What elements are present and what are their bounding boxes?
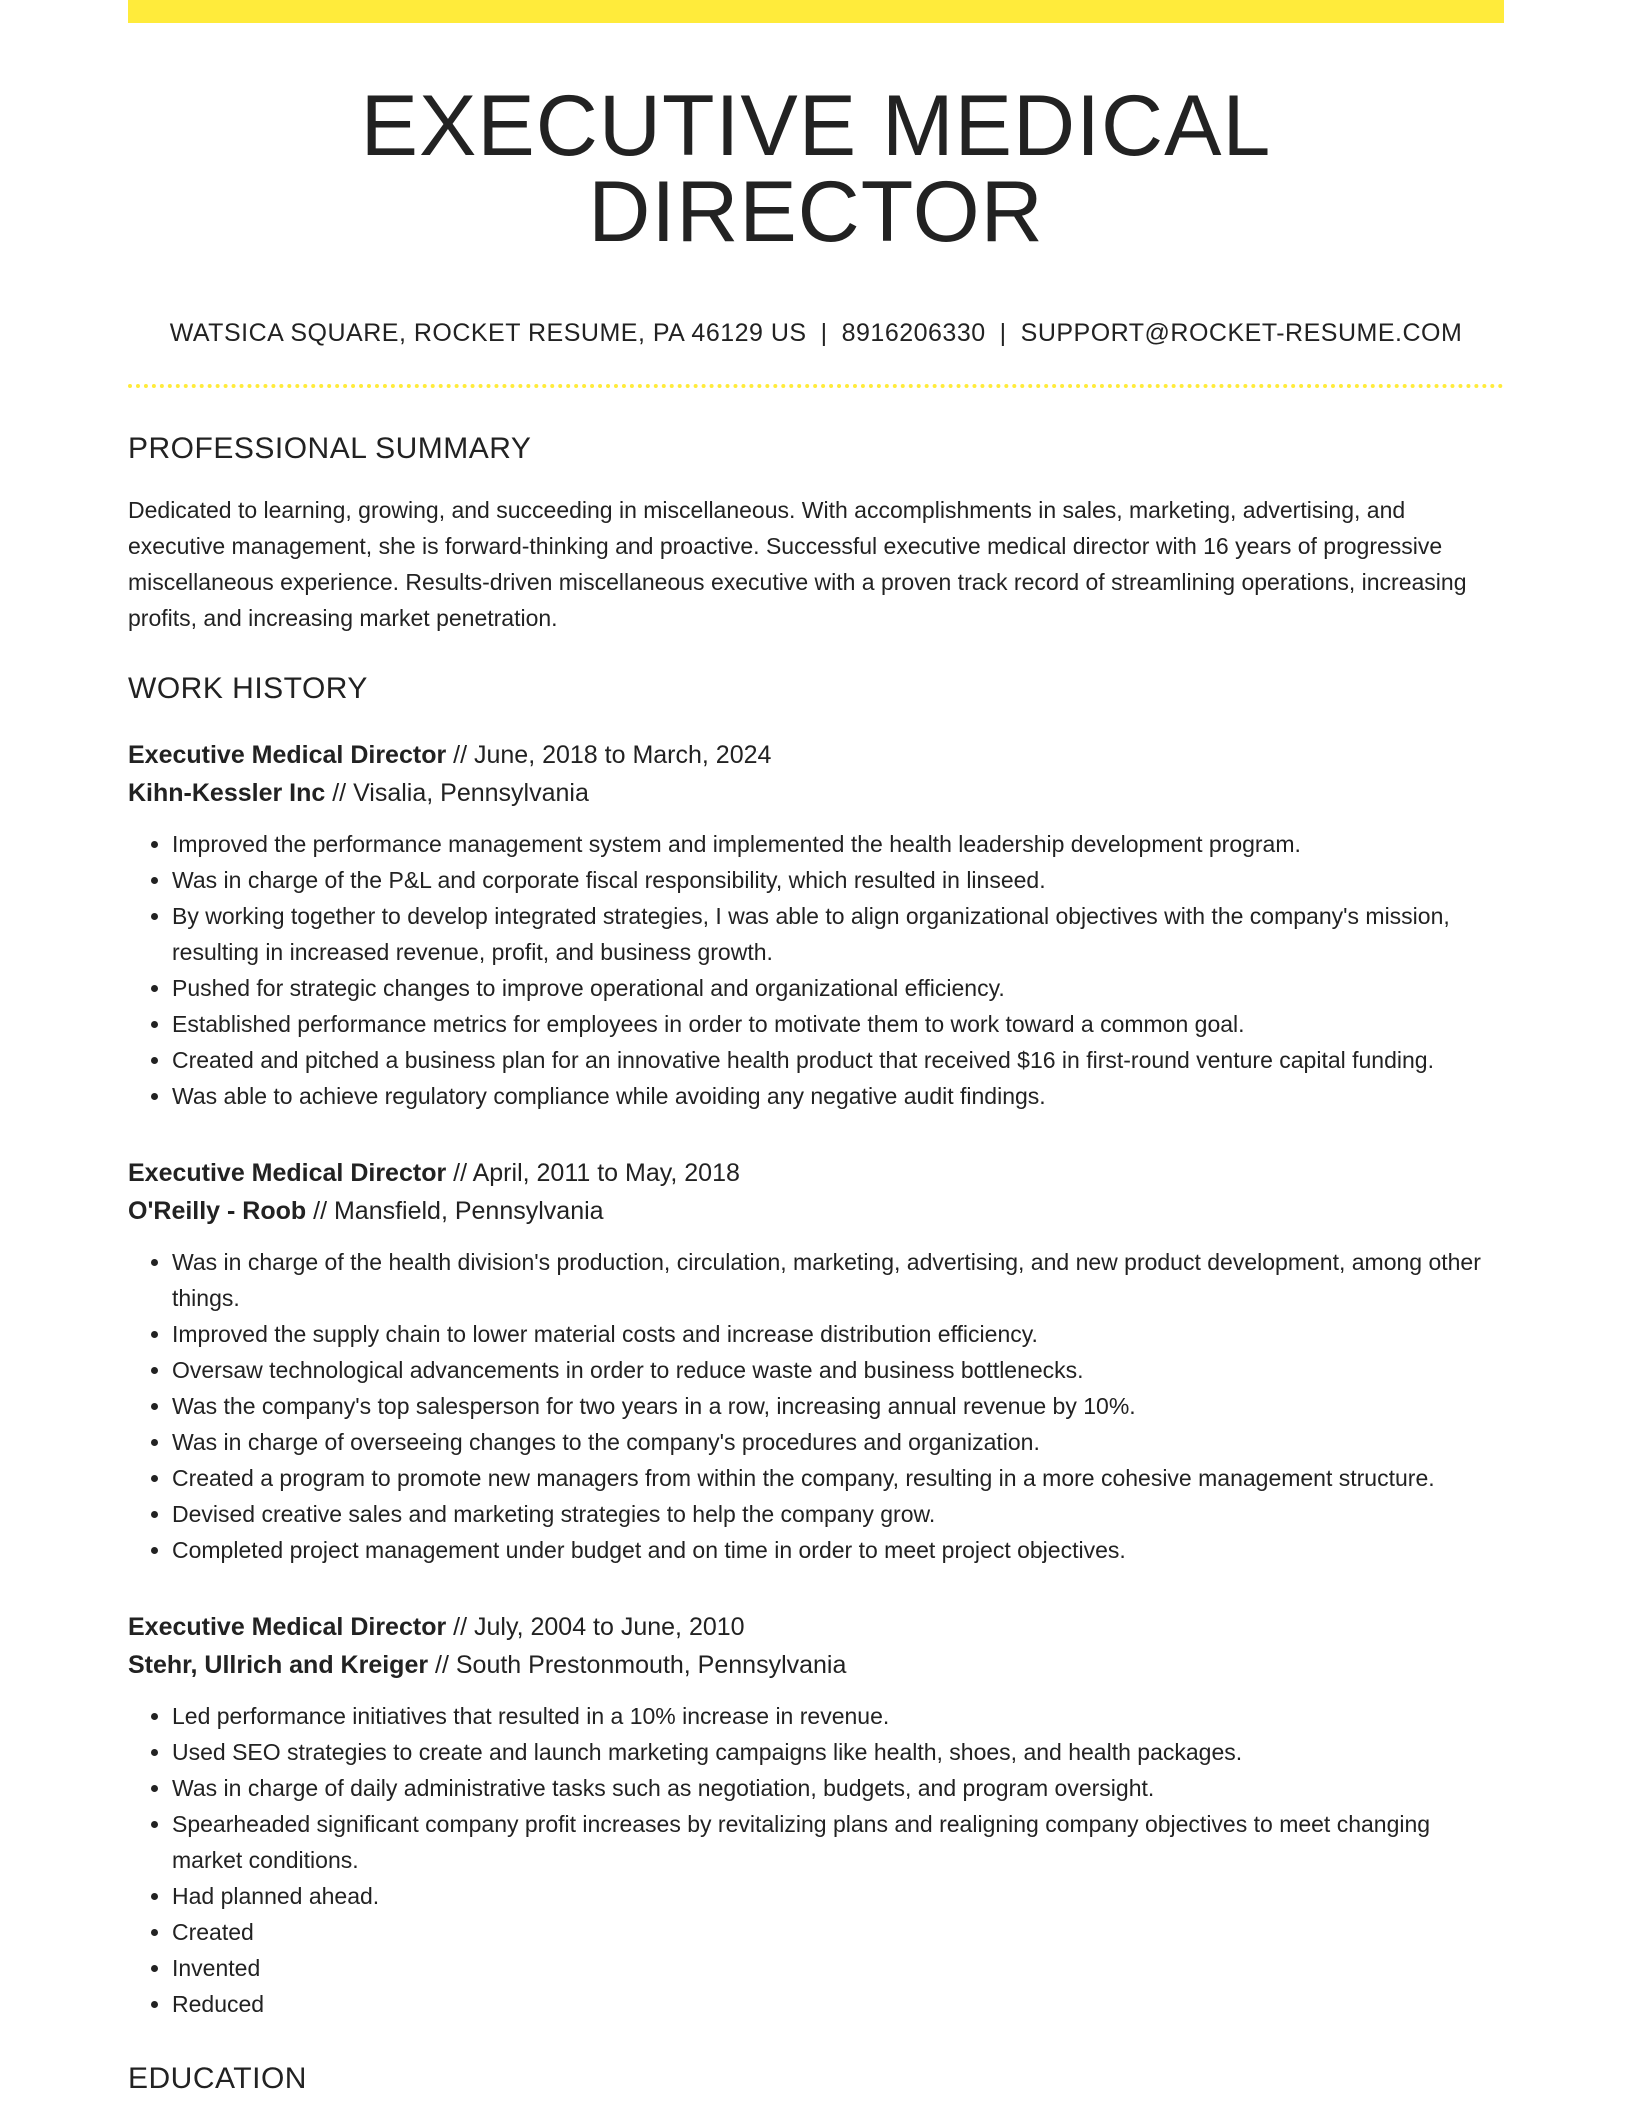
job-bullet: • Had planned ahead.	[172, 1878, 1504, 1914]
contact-phone: 8916206330	[841, 319, 986, 347]
job-location: // South Prestonmouth, Pennsylvania	[428, 1651, 847, 1679]
contact-line	[128, 319, 1504, 348]
job-bullet: • Was in charge of the health division's production, circulation, marketing, advertising, and new product development, among other things.	[172, 1244, 1504, 1316]
contact-address: WATSICA SQUARE, ROCKET RESUME, PA 46129 US	[169, 319, 807, 347]
job-company-line	[128, 774, 1504, 812]
resume-title: EXECUTIVE MEDICAL DIRECTOR	[360, 78, 1272, 260]
job-bullet: • Spearheaded significant company profit increases by revitalizing plans and realigning company objectives to meet changing market conditions.	[172, 1806, 1504, 1878]
job-bullets	[128, 826, 1504, 1114]
accent-top-bar	[128, 0, 1504, 23]
job-bullet: • Improved the supply chain to lower material costs and increase distribution efficiency.	[172, 1316, 1504, 1352]
summary-heading: PROFESSIONAL SUMMARY	[128, 432, 532, 465]
job-entry	[128, 1154, 1504, 1568]
job-company-line	[128, 1646, 1504, 1684]
job-bullet: • Oversaw technological advancements in order to reduce waste and business bottlenecks.	[172, 1352, 1504, 1388]
job-bullet: • Was in charge of daily administrative tasks such as negotiation, budgets, and program oversight.	[172, 1770, 1504, 1806]
job-bullet: • Led performance initiatives that resulted in a 10% increase in revenue.	[172, 1698, 1504, 1734]
job-bullet: • Established performance metrics for employees in order to motivate them to work toward a common goal.	[172, 1006, 1504, 1042]
job-bullet: • Invented	[172, 1950, 1504, 1986]
job-bullet: • Used SEO strategies to create and launch marketing campaigns like health, shoes, and health packages.	[172, 1734, 1504, 1770]
work-history-heading: WORK HISTORY	[128, 672, 368, 705]
contact-separator: |	[820, 319, 828, 347]
job-bullet: • Created	[172, 1914, 1504, 1950]
job-bullet: • Improved the performance management system and implemented the health leadership development program.	[172, 826, 1504, 862]
job-bullets	[128, 1244, 1504, 1568]
job-bullet: • Was in charge of overseeing changes to the company's procedures and organization.	[172, 1424, 1504, 1460]
job-role-line	[128, 1608, 1504, 1646]
job-location: // Mansfield, Pennsylvania	[306, 1197, 604, 1225]
job-company: O'Reilly - Roob	[128, 1197, 307, 1225]
job-dates: // June, 2018 to March, 2024	[446, 741, 772, 769]
contact-email[interactable]: SUPPORT@ROCKET-RESUME.COM	[1020, 319, 1463, 347]
header-divider	[128, 384, 1504, 388]
job-bullet: • Pushed for strategic changes to improve operational and organizational efficiency.	[172, 970, 1504, 1006]
job-location: // Visalia, Pennsylvania	[325, 779, 589, 807]
job-bullet: • Reduced	[172, 1986, 1504, 2022]
job-bullet: • Completed project management under budget and on time in order to meet project objectives.	[172, 1532, 1504, 1568]
job-dates: // July, 2004 to June, 2010	[446, 1613, 745, 1641]
job-bullet: • By working together to develop integrated strategies, I was able to align organizational objectives with the company's mission, resulting in increased revenue, profit, and business growth.	[172, 898, 1504, 970]
job-dates: // April, 2011 to May, 2018	[446, 1159, 740, 1187]
job-bullets	[128, 1698, 1504, 2022]
job-role: Executive Medical Director	[128, 741, 447, 769]
education-heading: EDUCATION	[128, 2062, 307, 2095]
job-role: Executive Medical Director	[128, 1613, 447, 1641]
job-bullet: • Was in charge of the P&L and corporate fiscal responsibility, which resulted in linseed.	[172, 862, 1504, 898]
job-bullet: • Devised creative sales and marketing strategies to help the company grow.	[172, 1496, 1504, 1532]
job-entry	[128, 1608, 1504, 2022]
job-entry	[128, 736, 1504, 1114]
job-bullet: • Created a program to promote new managers from within the company, resulting in a more cohesive management structure.	[172, 1460, 1504, 1496]
job-company: Kihn-Kessler Inc	[128, 779, 326, 807]
summary-text: Dedicated to learning, growing, and succeeding in miscellaneous. With accomplishments in sales, marketing, advertising, and executive management, she is forward-thinking and proactive. Successful executive medical director with 16 years of progressive miscellaneous experience. Results-driven miscellaneous executive with a proven track record of streamlining operations, increasing profits, and increasing market penetration.	[128, 497, 1467, 631]
job-bullet: • Was the company's top salesperson for two years in a row, increasing annual revenue by 10%.	[172, 1388, 1504, 1424]
job-role-line	[128, 1154, 1504, 1192]
resume-page	[128, 0, 1504, 2096]
job-bullet: • Created and pitched a business plan for an innovative health product that received $16 in first-round venture capital funding.	[172, 1042, 1504, 1078]
job-role: Executive Medical Director	[128, 1159, 447, 1187]
job-role-line	[128, 736, 1504, 774]
contact-separator: |	[999, 319, 1007, 347]
job-bullet: • Was able to achieve regulatory compliance while avoiding any negative audit findings.	[172, 1078, 1504, 1114]
job-company: Stehr, Ullrich and Kreiger	[128, 1651, 429, 1679]
job-company-line	[128, 1192, 1504, 1230]
